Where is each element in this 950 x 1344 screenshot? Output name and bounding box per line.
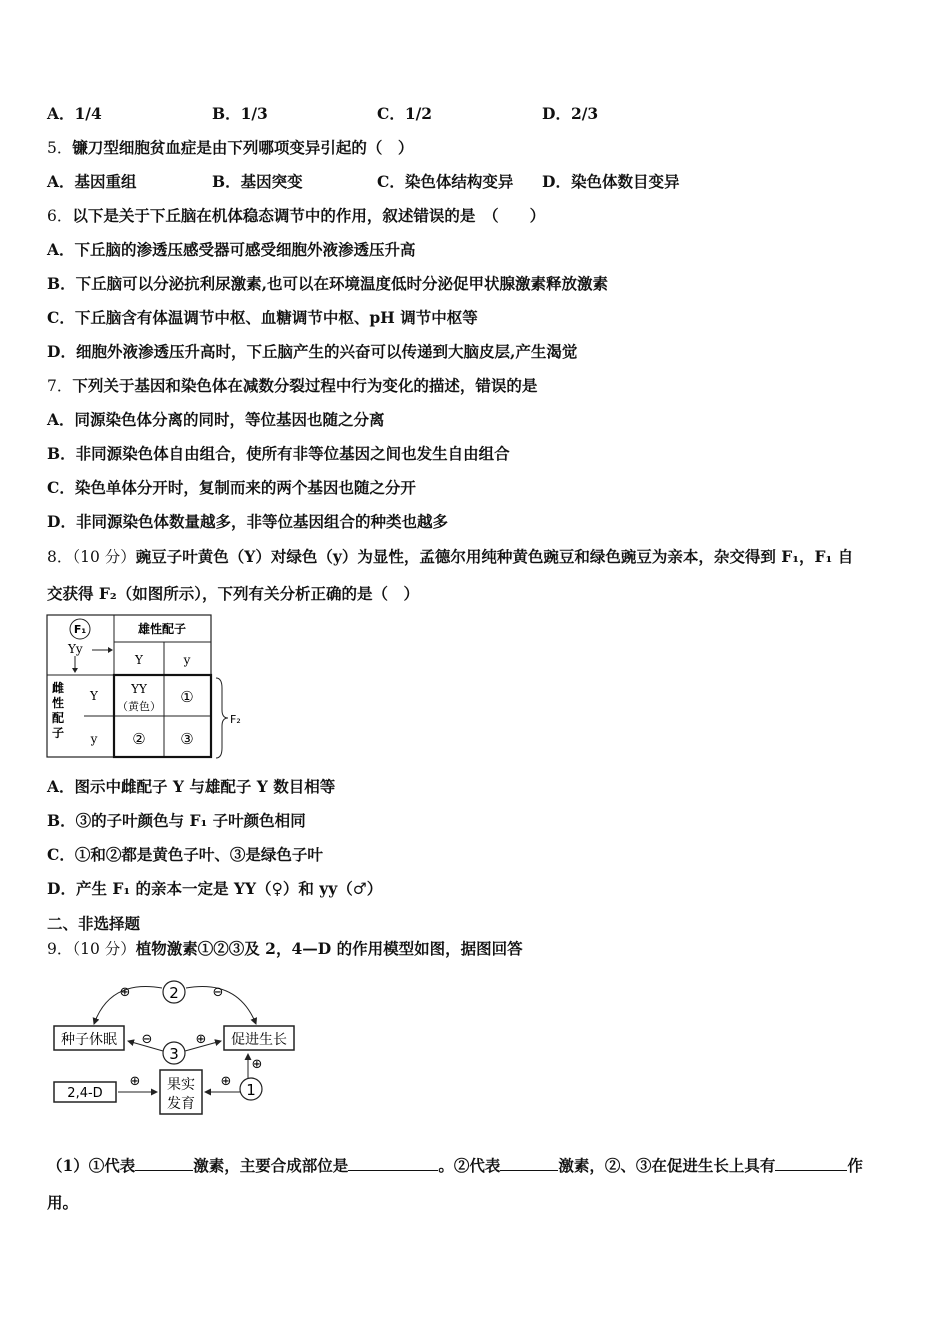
plus-sign: ⊕ — [195, 1032, 207, 1047]
hormone-2-label: 2 — [169, 984, 179, 1002]
q4-option-a: A．1/4 — [47, 104, 102, 123]
q4-option-c: C．1/2 — [377, 104, 433, 123]
cell-2: ② — [132, 730, 146, 748]
q9-number: 9．（10 分） — [47, 940, 136, 958]
cell-yy: YY — [131, 682, 147, 696]
q5-option-c: C．染色体结构变异 — [377, 172, 514, 191]
cell-3: ③ — [180, 730, 194, 748]
q7-option-c: C．染色单体分开时，复制而来的两个基因也随之分开 — [47, 478, 416, 497]
f2-label: F₂ — [230, 713, 241, 726]
q6-option-b: B．下丘脑可以分泌抗利尿激素,也可以在环境温度低时分泌促甲状腺激素释放激素 — [47, 274, 608, 293]
auxin-analog-label: 2,4-D — [67, 1086, 103, 1101]
q8-stem-line1 — [47, 545, 853, 567]
q8-number: 8．（10 分） — [47, 548, 136, 566]
male-gametes-header: 雄性配子 — [137, 622, 187, 636]
q4-option-b: B．1/3 — [212, 104, 268, 123]
q8-text-line1: 豌豆子叶黄色（Y）对绿色（y）为显性，孟德尔用纯种黄色豌豆和绿色豌豆为亲本，杂交得到 F₁，F₁ 自 — [135, 547, 854, 566]
q7-text: 下列关于基因和染色体在减数分裂过程中行为变化的描述，错误的是 — [72, 376, 538, 395]
q8-option-a: A．图示中雌配子 Y 与雄配子 Y 数目相等 — [47, 777, 336, 796]
q9-stem — [47, 937, 523, 959]
q8-option-d: D．产生 F₁ 的亲本一定是 YY（♀）和 yy（♂） — [47, 879, 383, 898]
q9-sub1-line1 — [47, 1154, 863, 1176]
q6-stem — [47, 204, 545, 226]
q7-option-b: B．非同源染色体自由组合，使所有非等位基因之间也发生自由组合 — [47, 444, 510, 463]
q7-number: 7． — [47, 377, 73, 395]
answer-blank-3[interactable] — [500, 1156, 558, 1171]
q9-sub1-part5: 作 — [847, 1156, 863, 1175]
plus-sign: ⊕ — [129, 1074, 141, 1089]
fruit-label-line2: 发育 — [167, 1096, 195, 1112]
cell-yy-note: （黄色） — [117, 700, 161, 713]
female-gamete-upper: Y — [90, 689, 98, 703]
q9-sub1-part2: 激素，主要合成部位是 — [193, 1156, 349, 1175]
punnett-square-figure — [44, 612, 254, 762]
promote-growth-label: 促进生长 — [231, 1032, 287, 1048]
q5-stem — [47, 136, 413, 158]
plus-sign: ⊕ — [220, 1074, 232, 1089]
plus-sign: ⊕ — [251, 1057, 263, 1072]
answer-blank-4[interactable] — [775, 1156, 847, 1171]
q5-number: 5． — [47, 139, 73, 157]
q5-option-a: A．基因重组 — [47, 172, 137, 191]
hormone-3-label: 3 — [169, 1045, 179, 1063]
f2-brace — [216, 678, 228, 758]
q8-stem-line2: 交获得 F₂（如图所示），下列有关分析正确的是（ ） — [47, 584, 419, 603]
q9-sub1-part3: 。②代表 — [438, 1156, 501, 1175]
q6-text: 以下是关于下丘脑在机体稳态调节中的作用，叙述错误的是 （ ） — [72, 206, 546, 225]
arrow-right-head — [108, 647, 113, 653]
q9-sub1-part4: 激素，②、③在促进生长上具有 — [558, 1156, 776, 1175]
female-header-char: 性 — [51, 696, 65, 710]
minus-sign: ⊖ — [141, 1032, 153, 1047]
male-gamete-lower: y — [183, 653, 191, 667]
q5-text: 镰刀型细胞贫血症是由下列哪项变异引起的（ ） — [72, 138, 414, 157]
minus-sign: ⊖ — [212, 985, 224, 1000]
q6-option-d: D．细胞外液渗透压升高时，下丘脑产生的兴奋可以传递到大脑皮层,产生渴觉 — [47, 342, 578, 361]
q4-option-d: D．2/3 — [542, 104, 599, 123]
f1-circle-label: F₁ — [73, 623, 87, 636]
q7-option-a: A．同源染色体分离的同时，等位基因也随之分离 — [47, 410, 385, 429]
section-title: 二、非选择题 — [47, 914, 141, 933]
arrow-down-head — [72, 668, 78, 673]
q7-option-d: D．非同源染色体数量越多，非等位基因组合的种类也越多 — [47, 512, 448, 531]
female-header-char: 配 — [51, 711, 65, 725]
answer-blank-1[interactable] — [135, 1156, 193, 1171]
q9-sub1-part1: （1）①代表 — [47, 1156, 136, 1175]
cell-1: ① — [180, 688, 194, 706]
q5-option-b: B．基因突变 — [212, 172, 303, 191]
hormone-model-figure — [50, 975, 310, 1125]
q6-option-c: C．下丘脑含有体温调节中枢、血糖调节中枢、pH 调节中枢等 — [47, 308, 478, 327]
female-header-char: 雌 — [51, 681, 65, 695]
q7-stem — [47, 374, 537, 396]
seed-dormancy-label: 种子休眠 — [61, 1032, 117, 1048]
f1-genotype: Yy — [68, 642, 83, 656]
q8-option-c: C．①和②都是黄色子叶、③是绿色子叶 — [47, 845, 323, 864]
fruit-label-line1: 果实 — [167, 1077, 195, 1093]
female-header-char: 子 — [51, 726, 65, 740]
q9-text: 植物激素①②③及 2，4—D 的作用模型如图，据图回答 — [135, 939, 523, 958]
hormone-1-label: 1 — [246, 1081, 256, 1099]
male-gamete-upper: Y — [135, 653, 143, 667]
q6-option-a: A．下丘脑的渗透压感受器可感受细胞外液渗透压升高 — [47, 240, 416, 259]
q6-number: 6． — [47, 207, 73, 225]
plus-sign: ⊕ — [119, 985, 131, 1000]
q8-option-b: B．③的子叶颜色与 F₁ 子叶颜色相同 — [47, 811, 306, 830]
answer-blank-2[interactable] — [348, 1156, 438, 1171]
q9-sub1-line2: 用。 — [47, 1193, 79, 1212]
female-gamete-lower: y — [90, 732, 98, 746]
q5-option-d: D．染色体数目变异 — [542, 172, 680, 191]
